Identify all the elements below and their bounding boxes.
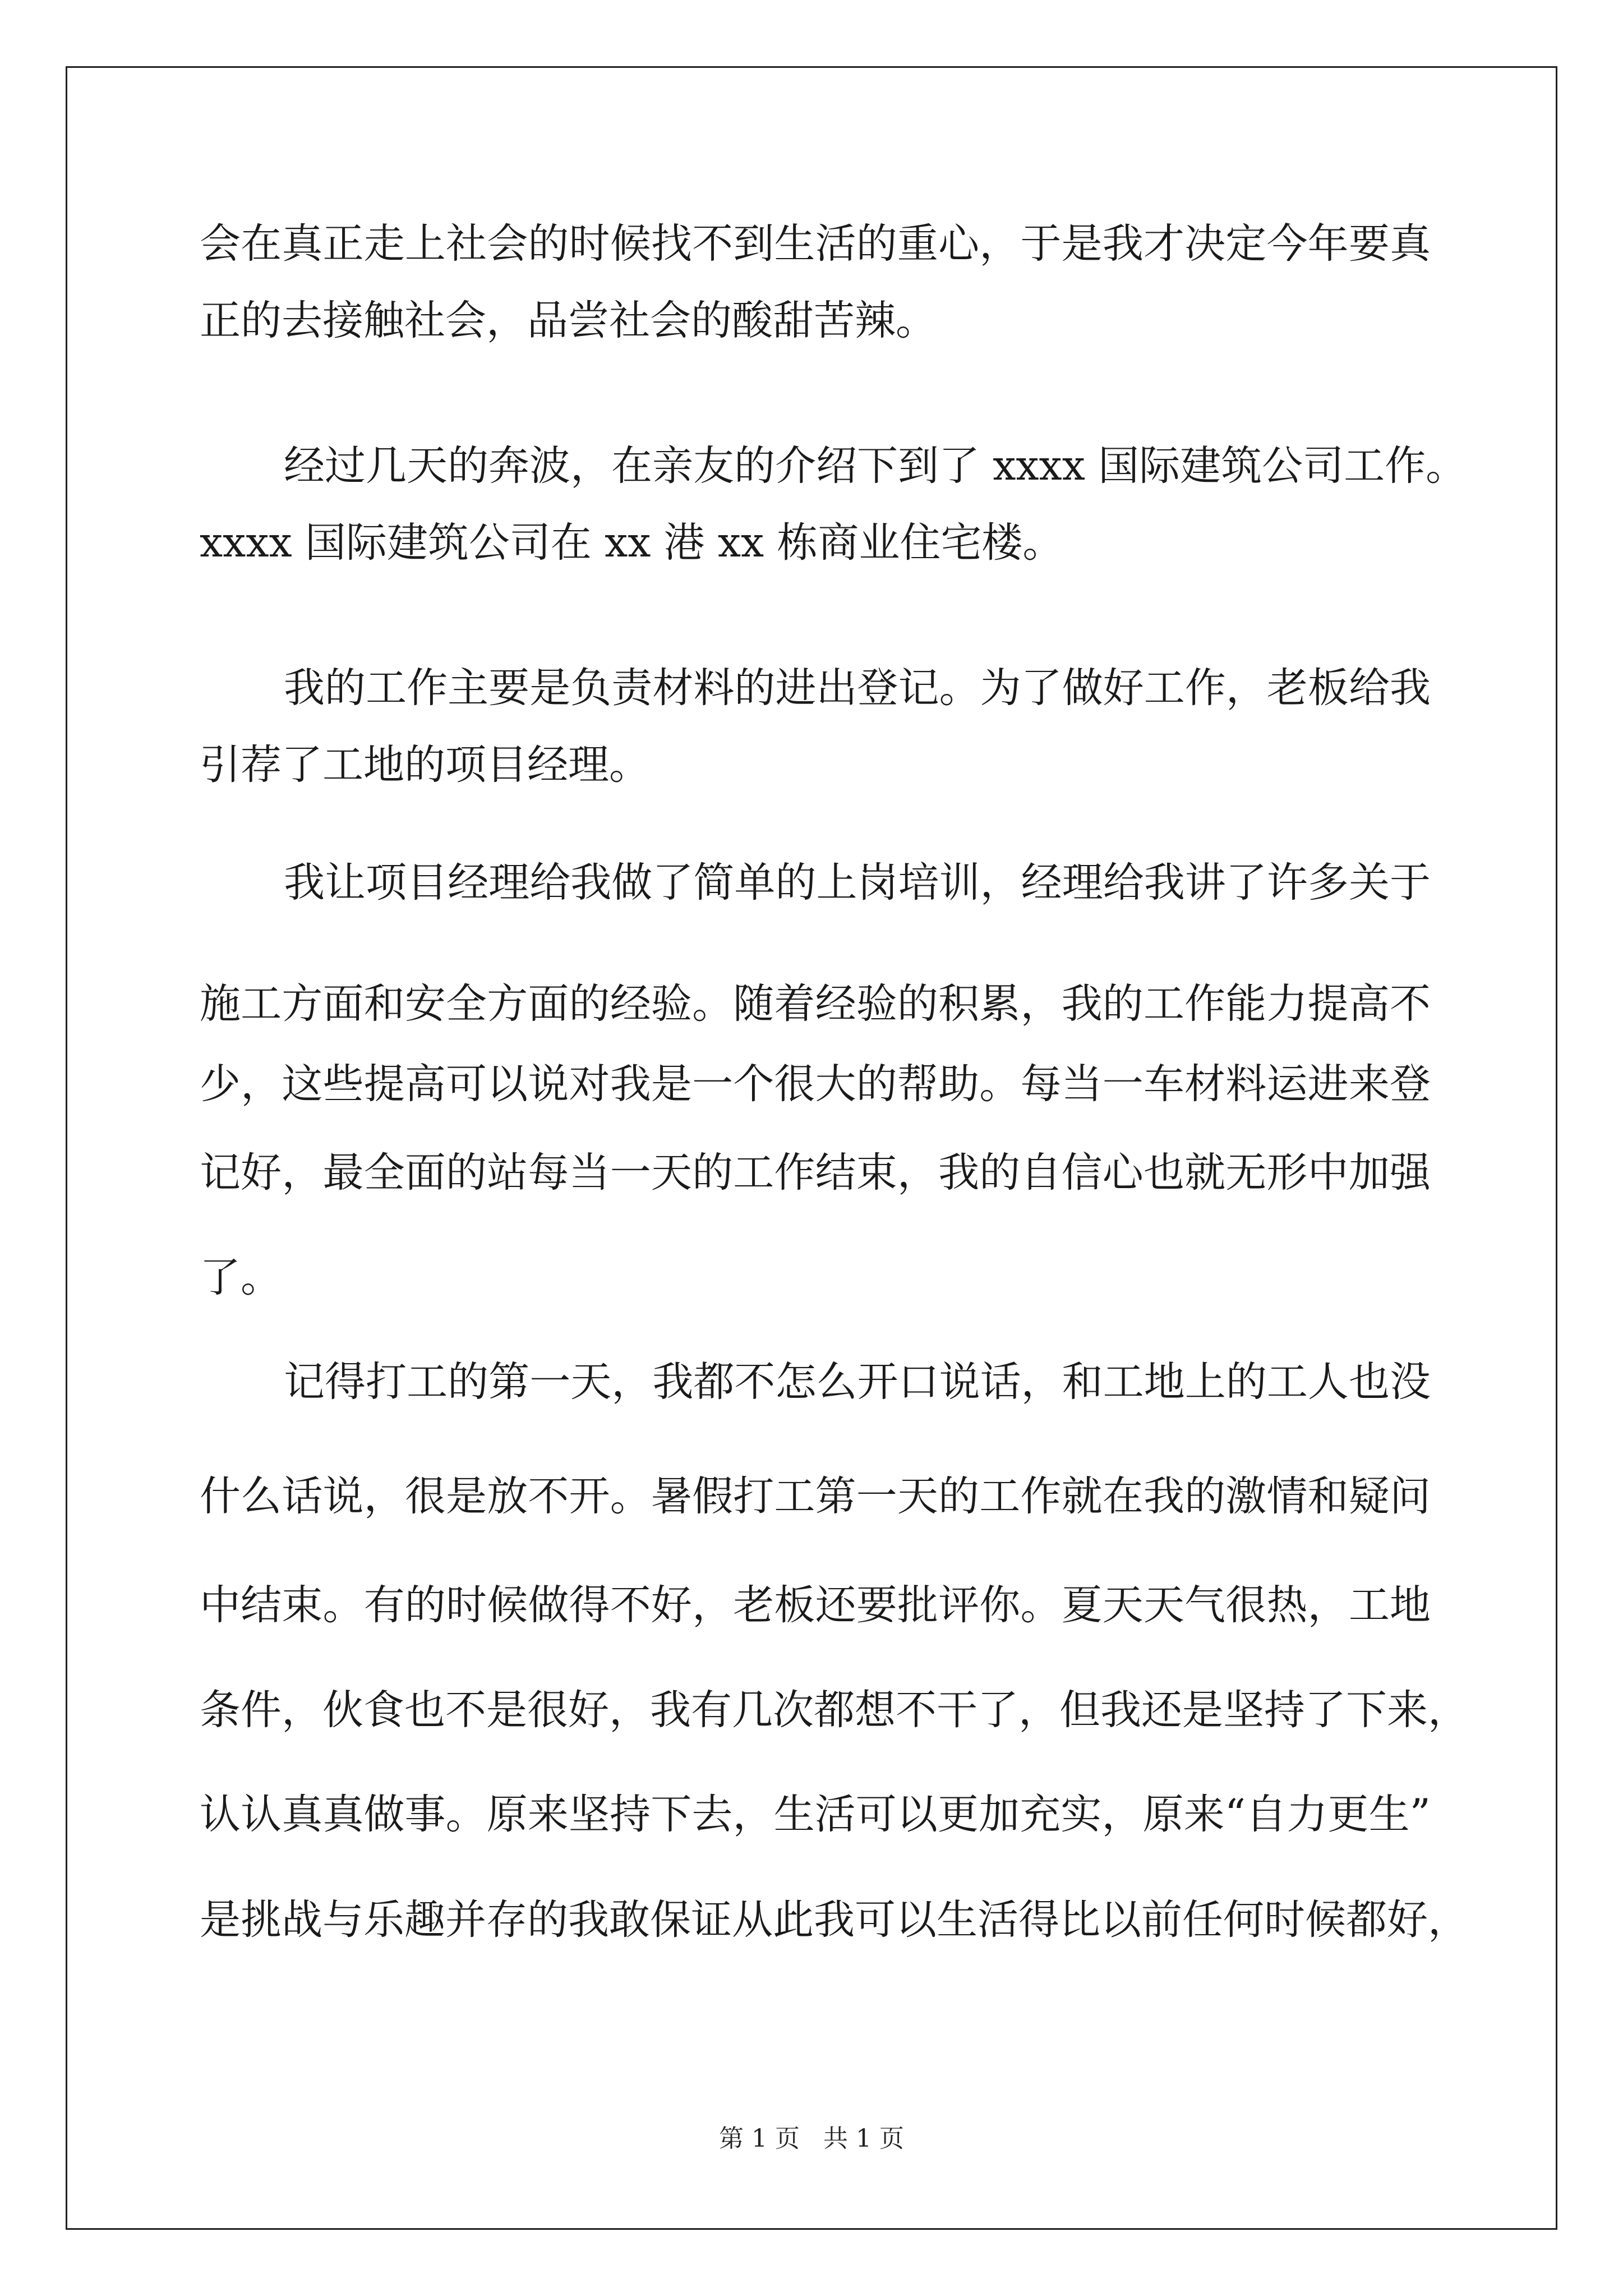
body-line: 我让项目经理给我做了简单的上岗培训，经理给我讲了许多关于 [284, 859, 1431, 907]
body-line: 是挑战与乐趣并存的我敢保证从此我可以生活得比以前任何时候都好， [200, 1896, 1469, 1944]
body-line: 条件，伙食也不是很好，我有几次都想不干了，但我还是坚持了下来， [200, 1686, 1469, 1734]
body-line: 会在真正走上社会的时候找不到生活的重心，于是我才决定今年要真 [200, 220, 1431, 268]
body-line: 引荐了工地的项目经理。 [200, 741, 650, 789]
total-pages: 共 1 页 [823, 2124, 904, 2153]
page-footer [0, 2122, 1623, 2156]
body-line: 正的去接触社会，品尝社会的酸甜苦辣。 [200, 297, 937, 344]
page-number: 第 1 页 [719, 2124, 800, 2153]
body-line: 了。 [200, 1254, 282, 1301]
body-line: 什么话说，很是放不开。暑假打工第一天的工作就在我的激情和疑问 [200, 1473, 1431, 1520]
body-line: 中结束。有的时候做得不好，老板还要批评你。夏天天气很热，工地 [200, 1581, 1431, 1629]
body-line: 施工方面和安全方面的经验。随着经验的积累，我的工作能力提高不 [200, 980, 1431, 1028]
body-line: 经过几天的奔波，在亲友的介绍下到了 xxxx 国际建筑公司工作。 [284, 442, 1467, 490]
body-line: 记得打工的第一天，我都不怎么开口说话，和工地上的工人也没 [284, 1358, 1431, 1406]
body-line: xxxx 国际建筑公司在 xx 港 xx 栋商业住宅楼。 [200, 519, 1064, 567]
body-line: 记好，最全面的站每当一天的工作结束，我的自信心也就无形中加强 [200, 1149, 1431, 1197]
body-line: 少，这些提高可以说对我是一个很大的帮助。每当一车材料运进来登 [200, 1060, 1431, 1108]
body-line: 我的工作主要是负责材料的进出登记。为了做好工作，老板给我 [284, 664, 1431, 712]
body-line: 认认真真做事。原来坚持下去，生活可以更加充实，原来“自力更生” [200, 1791, 1431, 1838]
footer-gap [800, 2124, 823, 2153]
